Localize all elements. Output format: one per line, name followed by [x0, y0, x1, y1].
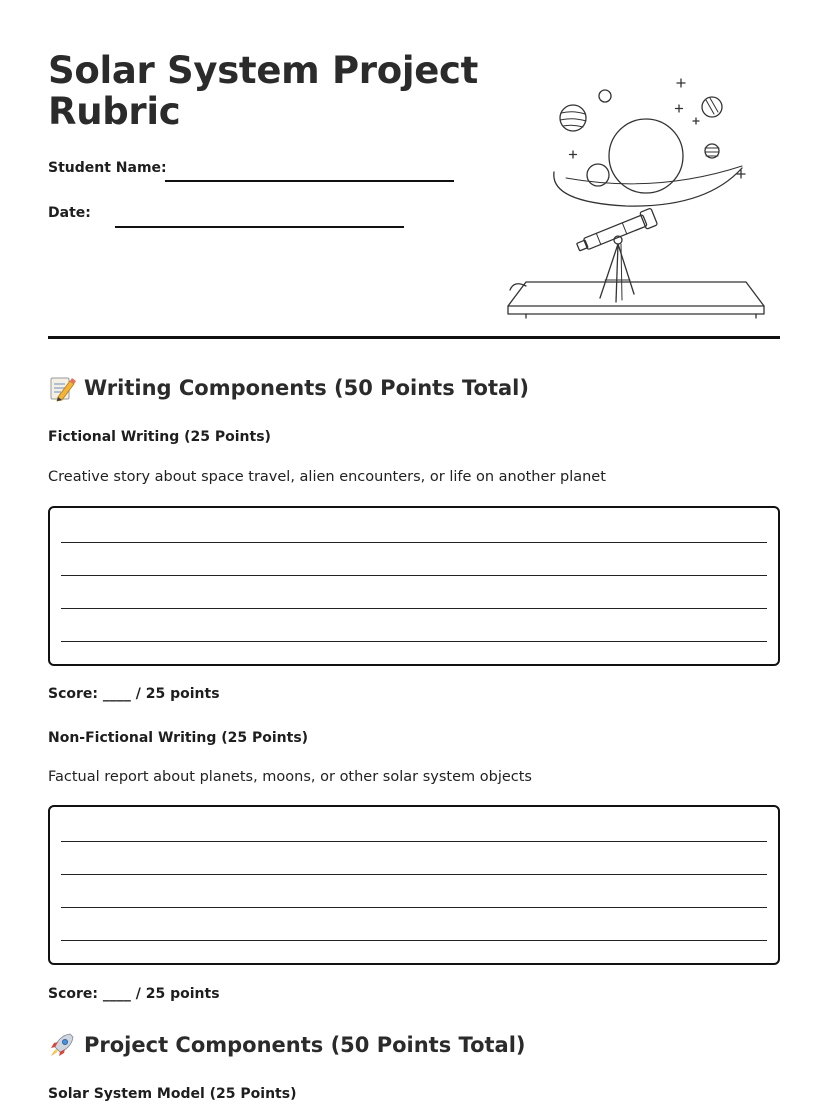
- project-section-title: [48, 1031, 526, 1059]
- writing-line: [61, 841, 767, 842]
- nonfictional-writing-box[interactable]: [48, 805, 780, 965]
- telescope-and-planets-illustration: [506, 44, 780, 326]
- student-name-label: Student Name:: [48, 160, 167, 176]
- fictional-writing-score: Score: ____ / 25 points: [48, 686, 220, 702]
- date-line[interactable]: [115, 226, 404, 228]
- date-label: Date:: [48, 205, 91, 221]
- rubric-page: [48, 0, 780, 1118]
- fictional-writing-title: Fictional Writing (25 Points): [48, 429, 271, 445]
- project-section-title-text: Project Components (50 Points Total): [84, 1033, 526, 1057]
- writing-section-title-text: Writing Components (50 Points Total): [84, 376, 529, 400]
- nonfictional-writing-score: Score: ____ / 25 points: [48, 986, 220, 1002]
- rocket-icon: [48, 1031, 76, 1059]
- writing-line: [61, 907, 767, 908]
- writing-line: [61, 940, 767, 941]
- nonfictional-writing-title: Non-Fictional Writing (25 Points): [48, 730, 309, 746]
- writing-section-title: [48, 374, 529, 402]
- writing-line: [61, 874, 767, 875]
- page-title: Solar System Project Rubric: [48, 49, 479, 133]
- fictional-writing-box[interactable]: [48, 506, 780, 666]
- writing-line: [61, 575, 767, 576]
- student-name-line[interactable]: [165, 180, 454, 182]
- nonfictional-writing-description: Factual report about planets, moons, or other solar system objects: [48, 769, 532, 785]
- memo-pencil-icon: [48, 374, 76, 402]
- writing-line: [61, 608, 767, 609]
- fictional-writing-description: Creative story about space travel, alien encounters, or life on another planet: [48, 469, 606, 485]
- header-divider: [48, 336, 780, 339]
- writing-line: [61, 641, 767, 642]
- solar-system-model-title: Solar System Model (25 Points): [48, 1086, 297, 1102]
- writing-line: [61, 542, 767, 543]
